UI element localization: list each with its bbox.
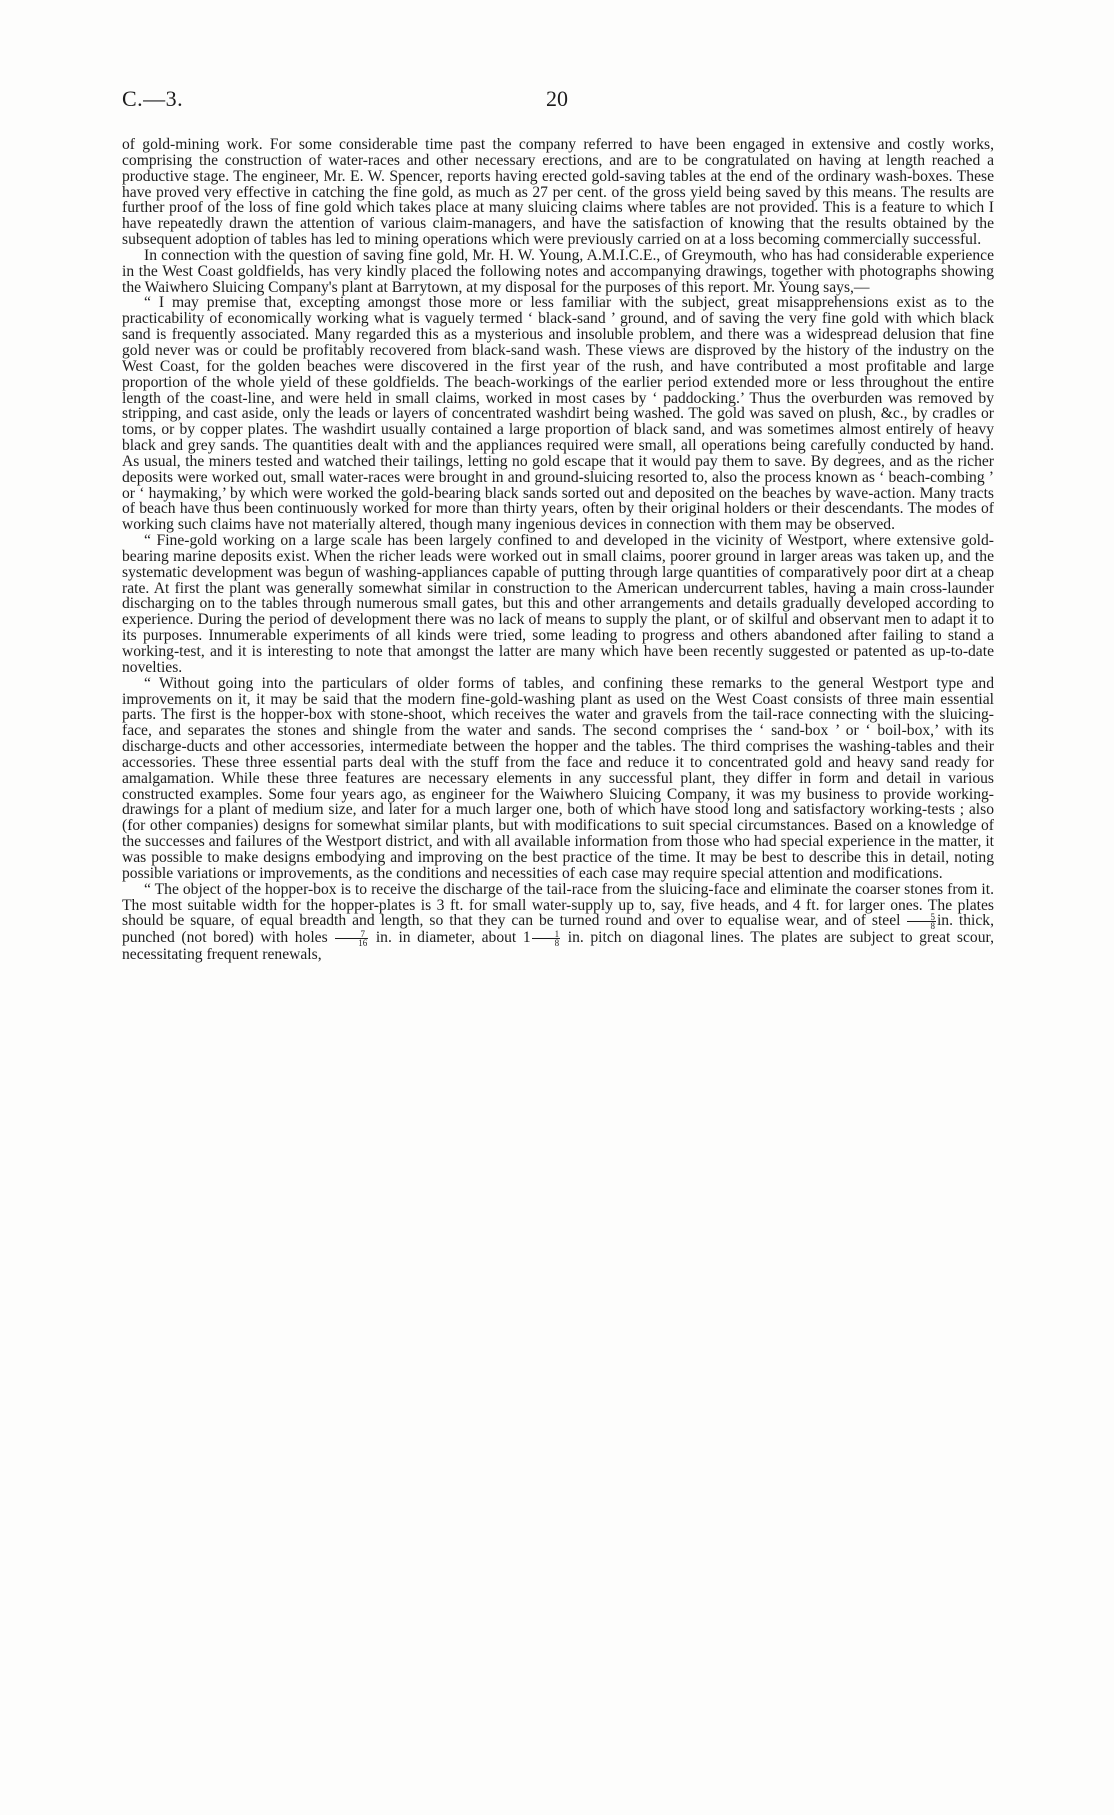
paragraph-text: “ The object of the hopper-box is to receive the discharge of the tail-race from the sluicing-face and eliminate the coarser stones from it. The most suitable width for the hopper-plates is 3 ft. for small water-supply up to, say, five heads, and 4 ft. for larger ones. The plates should be square, of equal breadth and length, so that they can be turned round and over to equalise wear, and of steel	[122, 880, 994, 930]
fraction	[907, 913, 936, 930]
paragraph-text: in. pitch on diagonal lines. The plates are subject to great scour, necessitating frequent renewals,	[122, 929, 994, 964]
fraction	[532, 930, 561, 947]
paragraph: of gold-mining work. For some considerable time past the company referred to have been engaged in extensive and costly works, comprising the construction of water-races and other necessary erections, and are to be congratulated on having at length reached a productive stage. The engineer, Mr. E. W. Spencer, reports having erected gold-saving tables at the end of the ordinary wash-boxes. These have proved very effective in catching the fine gold, as much as 27 per cent. of the gross yield being saved by this means. The results are further proof of the loss of fine gold which takes place at many sluicing claims where tables are not provided. This is a feature to which I have repeatedly drawn the attention of various claim-managers, and have the satisfaction of knowing that the results obtained by the subsequent adoption of tables has led to mining operations which were previously carried on at a loss becoming commercially successful.	[122, 136, 994, 249]
page-header	[122, 86, 992, 116]
paragraph-hopper-box	[122, 882, 994, 964]
document-reference: C.—3.	[122, 86, 184, 111]
paragraph: “ Without going into the particulars of older forms of tables, and confining these remarks to the general Westport type and improvements on it, it may be said that the modern fine-gold-washing plant as used on the West Coast consists of three main essential parts. The first is the hopper-box with stone-shoot, which receives the water and gravels from the tail-race connecting with the sluicing-face, and separates the stones and shingle from the water and sands. The second comprises the ‘ sand-box ’ or ‘ boil-box,’ with its discharge-ducts and other accessories, intermediate between the hopper and the tables. The third comprises the washing-tables and their accessories. These three essential parts deal with the stuff from the face and reduce it to concentrated gold and heavy sand ready for amalgamation. While these three features are necessary elements in any successful plant, they differ in form and detail in various constructed examples. Some four years ago, as engineer for the Waiwhero Sluicing Company, it was my business to provide working-drawings for a plant of medium size, and later for a much larger one, both of which have stood long and satisfactory working-tests ; also (for other companies) designs for somewhat similar plants, but with modifications to suit special circumstances. Based on a knowledge of the successes and failures of the Westport district, and with all available information from those who had special experience in the matter, it was possible to make designs embodying and improving on the best practice of the time. It may be best to describe this in detail, noting possible variations or improvements, as the conditions and necessities of each case may require special attention and modifications.	[122, 674, 994, 882]
fraction-denominator: 8	[554, 938, 560, 949]
paragraph: In connection with the question of saving fine gold, Mr. H. W. Young, A.M.I.C.E., of Greymouth, who has had considerable experience in the West Coast goldfields, has very kindly placed the following notes and accompanying drawings, together with photographs showing the Waiwhero Sluicing Company's plant at Barrytown, at my disposal for the purposes of this report. Mr. Young says,—	[122, 246, 994, 296]
fraction-numerator: 7	[335, 930, 368, 939]
fraction-numerator: 1	[532, 930, 561, 939]
paragraph: “ I may premise that, excepting amongst those more or less familiar with the subject, great misapprehensions exist as to the practicability of economically working what is vaguely termed ‘ black-sand ’ ground, and of saving the very fine gold with which black sand is frequently associated. Many regarded this as a mysterious and insoluble problem, and there was a widespread delusion that fine gold never was or could be profitably recovered from black-sand wash. These views are disproved by the history of the industry on the West Coast, for the golden beaches were discovered in the first year of the rush, and have contributed a most profitable and large proportion of the whole yield of these goldfields. The beach-workings of the earlier period extended more or less throughout the entire length of the coast-line, and were held in small claims, worked in most cases by ‘ paddocking.’ Thus the overburden was removed by stripping, and cast aside, only the leads or layers of concentrated washdirt being washed. The gold was saved on plush, &c., by cradles or toms, or by copper plates. The washdirt usually contained a large proportion of black sand, and was sometimes almost entirely of heavy black and grey sands. The quantities dealt with and the appliances required were small, all operations being carefully conducted by hand. As usual, the miners tested and watched their tailings, letting no gold escape that it would pay them to save. By degrees, and as the richer deposits were worked out, small water-races were brought in and ground-sluicing resorted to, also the process known as ‘ beach-combing ’ or ‘ haymaking,’ by which were worked the gold-bearing black sands sorted out and deposited on the beaches by wave-action. Many tracts of beach have thus been continuously worked for more than thirty years, often by their original holders or their descendants. The modes of working such claims have not materially altered, though many ingenious devices in connection with them may be observed.	[122, 294, 994, 534]
page-number: 20	[546, 86, 568, 111]
fraction-denominator: 8	[930, 921, 935, 932]
paragraph-text: in. thick, punched (not bored) with holes	[122, 912, 994, 947]
body-text	[122, 137, 994, 963]
fraction	[335, 930, 368, 947]
paragraph: “ Fine-gold working on a large scale has been largely confined to and developed in the vicinity of Westport, where extensive gold-bearing marine deposits exist. When the richer leads were worked out in small claims, poorer ground in larger areas was taken up, and the systematic development was begun of washing-appliances capable of putting through large quantities of comparatively poor dirt at a cheap rate. At first the plant was generally somewhat similar in construction to the American undercurrent tables, having a main cross-launder discharging on to the tables through numerous small gates, but this and other arrangements and details gradually developed according to experience. During the period of development there was no lack of means to supply the plant, or of skilful and observant men to adapt it to its purposes. Innumerable experiments of all kinds were tried, some leading to progress and others abandoned after failing to stand a working-test, and it is interesting to note that amongst the latter are many which have been recently suggested or patented as up-to-date novelties.	[122, 532, 994, 676]
fraction-numerator: 5	[907, 913, 936, 922]
paragraph-text: in. in diameter, about 1	[375, 929, 531, 947]
fraction-denominator: 16	[358, 938, 368, 949]
